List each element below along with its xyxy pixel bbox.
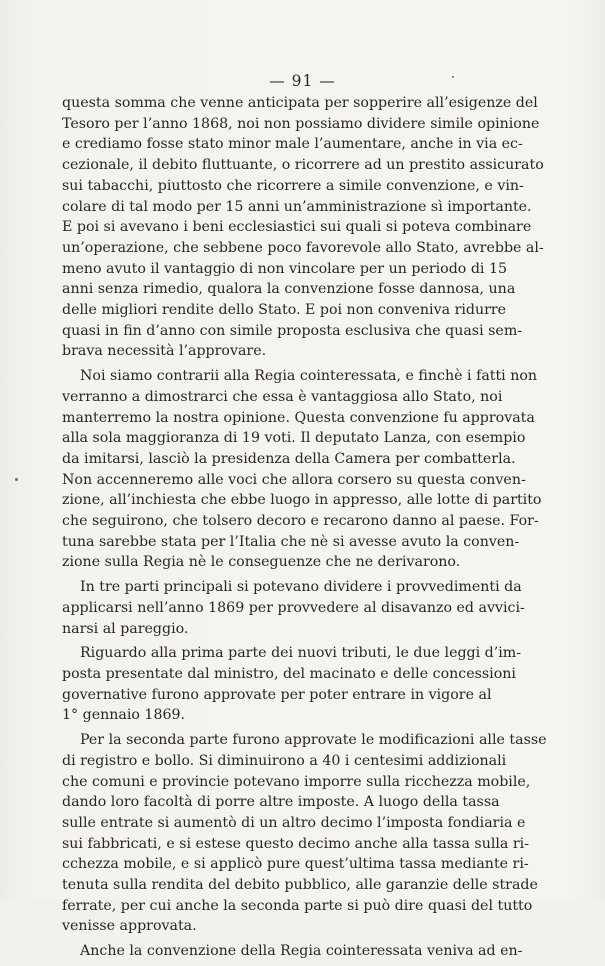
text-line: Tesoro per l’anno 1868, noi non possiamo dividere simile opinione	[62, 115, 540, 132]
text-line: zione sulla Regia nè le conseguenze che ne derivarono.	[62, 554, 461, 571]
text-line: Anche la convenzione della Regia cointeressata veniva ad en-	[80, 943, 523, 960]
text-line: sulle entrate si aumentò di un altro decimo l’imposta fondiaria e	[62, 814, 526, 831]
text-line: venisse approvata.	[62, 918, 197, 935]
text-line: E poi si avevano i beni ecclesiastici sui quali si poteva combinare	[62, 219, 532, 236]
text-line: meno avuto il vantaggio di non vincolare per un periodo di 15	[62, 260, 508, 277]
text-line: anni senza rimedio, qualora la convenzione fosse dannosa, una	[62, 281, 516, 298]
text-line: un’operazione, che sebbene poco favorevole allo Stato, avrebbe al-	[62, 239, 544, 256]
page-number: — 91 —	[269, 72, 336, 90]
text-line: da imitarsi, lasciò la presidenza della Camera per combatterla.	[62, 450, 516, 467]
text-line: che comuni e provincie potevano imporre sulla ricchezza mobile,	[62, 773, 531, 790]
text-line: Per la seconda parte furono approvate le modificazioni alle tasse	[80, 732, 547, 749]
text-line: di registro e bollo. Si diminuirono a 40 i centesimi addizionali	[62, 752, 507, 769]
text-line: verranno a dimostrarci che essa è vantaggiosa allo Stato, noi	[62, 388, 503, 405]
text-line: Riguardo alla prima parte dei nuovi tributi, le due leggi d’im-	[80, 645, 522, 662]
text-line: zione, all’inchiesta che ebbe luogo in appresso, alle lotte di partito	[62, 492, 542, 509]
paragraph	[62, 366, 542, 573]
paragraph	[62, 577, 525, 639]
text-line: cchezza mobile, e si applicò pure quest’ultima tassa mediante ri-	[62, 856, 529, 873]
text-line: cezionale, il debito fluttuante, o ricorrere ad un prestito assicurato	[62, 157, 544, 174]
text-line: manterremo la nostra opinione. Questa convenzione fu approvata	[62, 409, 535, 426]
text-line: tenuta sulla rendita del debito pubblico, alle garanzie delle strade	[62, 877, 538, 894]
text-line: quasi in fin d’anno con simile proposta esclusiva che quasi sem-	[62, 322, 523, 339]
text-line: narsi al pareggio.	[62, 620, 189, 637]
text-line: alla sola maggioranza di 19 voti. Il deputato Lanza, con esempio	[62, 430, 526, 447]
text-line: 1° gennaio 1869.	[62, 707, 186, 724]
paragraph	[62, 730, 547, 937]
paragraph	[62, 941, 523, 962]
paragraph	[62, 643, 522, 726]
text-line: che seguirono, che tolsero decoro e recarono danno al paese. For-	[62, 513, 539, 530]
text-line: governative furono approvate per poter entrare in vigore al	[62, 686, 492, 703]
print-speck	[15, 478, 18, 481]
text-line: ferrate, per cui anche la seconda parte si può dire quasi del tutto	[62, 897, 533, 914]
text-line: Noi siamo contrarii alla Regia cointeressata, e finchè i fatti non	[80, 368, 538, 385]
text-line: applicarsi nell’anno 1869 per provvedere al disavanzo ed avvici-	[62, 599, 525, 616]
text-line: Non accenneremo alle voci che allora corsero su questa conven-	[62, 471, 526, 488]
text-line: sui fabbricati, e si estese questo decimo anche alla tassa sulla ri-	[62, 835, 529, 852]
text-line: sui tabacchi, piuttosto che ricorrere a simile convenzione, e vin-	[62, 177, 524, 194]
text-line: e crediamo fosse stato minor male l’aumentare, anche in via ec-	[62, 136, 523, 153]
text-line: brava necessità l’approvare.	[62, 343, 267, 360]
text-line: colare di tal modo per 15 anni un’amministrazione sì importante.	[62, 198, 532, 215]
text-line: questa somma che venne anticipata per sopperire all’esigenze del	[62, 95, 538, 111]
text-line: dando loro facoltà di porre altre imposte. A luogo della tassa	[62, 794, 500, 811]
body-text	[62, 93, 547, 966]
text-line: posta presentate dal ministro, del macinato e delle concessioni	[62, 665, 516, 682]
print-speck	[452, 76, 454, 78]
text-line: tuna sarebbe stata per l’Italia che nè si avesse avuto la conven-	[62, 533, 520, 550]
text-line: delle migliori rendite dello Stato. E poi non conveniva ridurre	[62, 302, 507, 319]
paragraph	[62, 93, 544, 362]
text-line: In tre parti principali si potevano dividere i provvedimenti da	[80, 579, 522, 596]
